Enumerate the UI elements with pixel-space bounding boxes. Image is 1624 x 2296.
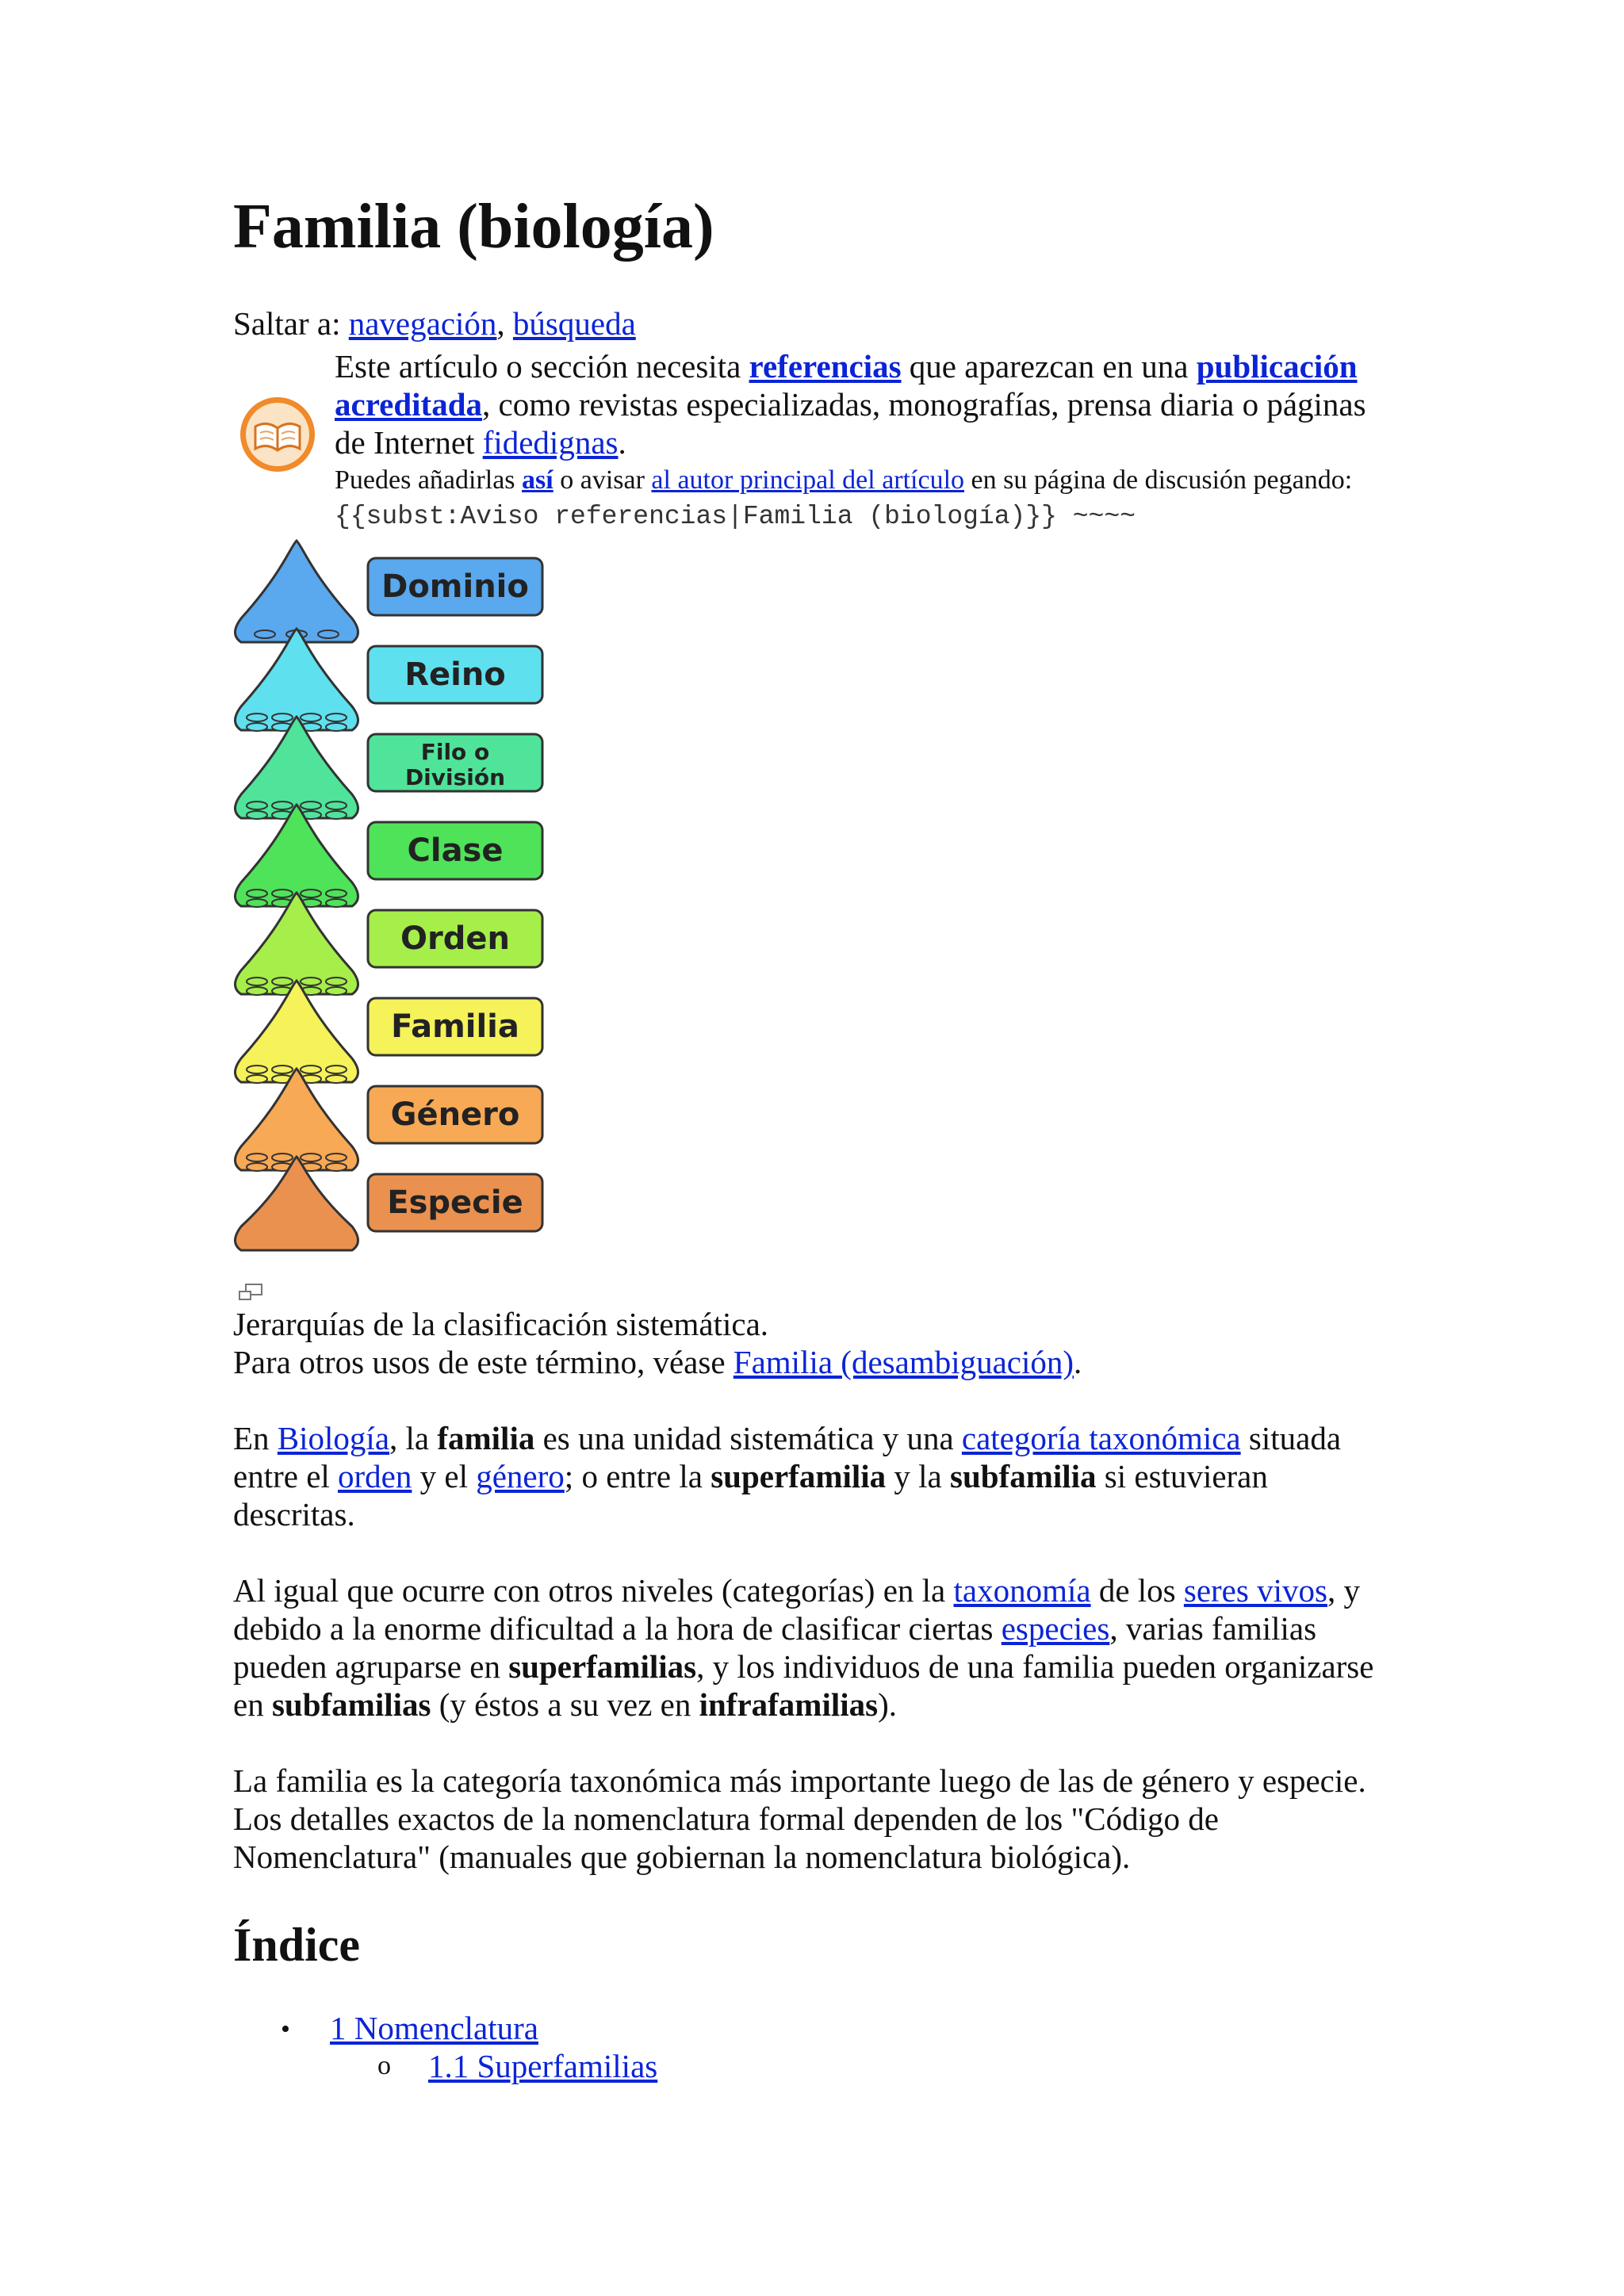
taxonomy-level [236,629,543,731]
taxonomia-link[interactable]: taxonomía [953,1572,1091,1609]
toc-title: Índice [233,1919,361,1971]
disambig-text-1: Para otros usos de este término, véase [233,1344,733,1380]
bold-subfamilias: subfamilias [271,1686,431,1723]
taxonomy-seed [318,630,339,638]
taxonomy-seed [247,714,267,721]
toc-item [233,2047,1391,2085]
paragraph-3: La familia es la categoría taxonómica más importante luego de las de género y especie. Los detalles exactos de la nomenclatura formal dependen de los "Código de Nomenclatura" (manuales que gobiernan la nomenclatura biológica). [233,1762,1366,1875]
taxonomy-seed [301,802,321,809]
paragraph-1: En Biología, la familia es una unidad sistemática y una categoría taxonómica situada entre el orden y el género; o entre la superfamilia y la subfamilia si estuvieran descritas. [233,1420,1342,1533]
taxonomy-seed [247,987,267,995]
taxonomy-seed [326,978,347,985]
genero-link[interactable]: género [476,1458,565,1494]
taxonomy-hierarchy-image[interactable] [233,533,550,1278]
taxonomy-seed [247,890,267,897]
taxonomy-label: Reino [404,656,506,693]
taxonomy-seed [301,978,321,985]
taxonomy-level [236,805,543,907]
taxonomy-seed [247,899,267,907]
taxonomy-seed [326,987,347,995]
taxonomy-seed [247,978,267,985]
image-caption: Jerarquías de la clasificación sistemática. [233,1306,769,1342]
taxonomy-seed [247,802,267,809]
taxonomy-seed [301,714,321,721]
asi-link[interactable]: así [522,465,553,495]
taxonomy-seed [326,811,347,819]
taxonomy-level [236,981,543,1083]
disambig-text-2: . [1074,1344,1082,1380]
notice-small-2: o avisar [553,465,652,495]
taxonomy-seed [326,899,347,907]
taxonomy-seed [272,802,293,809]
taxonomy-seed [272,978,293,985]
toc-sub-bullet: o [377,2051,391,2080]
notice-small-1: Puedes añadirlas [335,465,523,495]
categoria-taxonomica-link[interactable]: categoría taxonómica [961,1420,1241,1456]
notice-text-4: . [618,424,626,461]
navigation-link[interactable]: navegación [348,305,497,342]
publicacion-acreditada-link[interactable]: publicación acreditada [335,348,1358,423]
taxonomy-label: Dominio [381,568,529,605]
taxonomy-seed [326,723,347,731]
bold-subfamilia: subfamilia [950,1458,1097,1494]
taxonomy-level [236,717,543,819]
table-of-contents [233,2009,1391,2085]
taxonomy-seed [301,890,321,897]
notice-small-3: en su página de discusión pegando: [964,465,1353,495]
taxonomy-label: Orden [400,920,510,957]
biologia-link[interactable]: Biología [277,1420,390,1456]
taxonomy-label: Familia [391,1008,519,1045]
enlarge-icon[interactable] [238,1283,263,1303]
notice-text-1: Este artículo o sección necesita [335,348,749,385]
references-notice [233,347,1391,530]
taxonomy-level [236,893,543,995]
book-icon [238,395,317,474]
taxonomy-seed [326,802,347,809]
toc-item [233,2009,1391,2047]
taxonomy-level [236,1069,543,1171]
page-title: Familia (biología) [233,192,714,262]
toc-link-nomenclatura[interactable]: 1 Nomenclatura [330,2010,538,2046]
taxonomy-seed [255,630,275,638]
jump-separator: , [496,305,513,342]
taxonomy-seed [301,1066,321,1073]
taxonomy-label: Filo o [420,739,490,765]
taxonomy-label: Clase [407,832,504,869]
notice-text-3: , como revistas especializadas, monografías, prensa diaria o páginas de Internet [335,386,1366,461]
bold-familia: familia [437,1420,535,1456]
taxonomy-seed [326,1154,347,1161]
bold-superfamilia: superfamilia [710,1458,887,1494]
taxonomy-seed [326,714,347,721]
notice-main-text [335,347,1397,461]
taxonomy-seed [272,714,293,721]
search-link[interactable]: búsqueda [512,305,636,342]
taxonomy-seed [326,1075,347,1083]
bold-superfamilias: superfamilias [508,1648,697,1685]
taxonomy-label: Género [390,1096,520,1133]
bold-infrafamilias: infrafamilias [699,1686,879,1723]
autor-principal-link[interactable]: al autor principal del artículo [651,465,965,495]
taxonomy-seed [272,890,293,897]
jump-prefix: Saltar a: [233,305,349,342]
disambiguation-link[interactable]: Familia (desambiguación) [733,1344,1074,1380]
taxonomy-level [236,541,543,642]
taxonomy-seed [301,1154,321,1161]
paragraph-2: Al igual que ocurre con otros niveles (categorías) en la taxonomía de los seres vivos, y debido a la enorme dificultad a la hora de clasificar ciertas especies, varias familias pueden agruparse en superfamilias, y los individuos de una familia pueden organizarse en subfamilias (y éstos a su vez en infrafamilias). [233,1572,1374,1723]
notice-small-text [335,463,1397,534]
toc-link-superfamilias[interactable]: 1.1 Superfamilias [428,2048,658,2084]
taxonomy-seed [272,1154,293,1161]
taxonomy-seed [247,1066,267,1073]
taxonomy-seed [247,723,267,731]
taxonomy-seed [247,1075,267,1083]
taxonomy-seed [247,811,267,819]
notice-text-2: que aparezcan en una [901,348,1197,385]
fidedignas-link[interactable]: fidedignas [482,424,619,461]
orden-link[interactable]: orden [338,1458,412,1494]
taxonomy-seed [247,1163,267,1171]
taxonomy-seed [272,1066,293,1073]
template-code: {{subst:Aviso referencias|Familia (biología)}} ~~~~ [335,502,1136,531]
taxonomy-seed [326,1066,347,1073]
taxonomy-label: División [404,764,506,790]
jump-links [233,304,636,342]
taxonomy-bell [236,541,358,642]
taxonomy-seed [326,890,347,897]
especies-link[interactable]: especies [1001,1610,1110,1647]
taxonomy-seed [326,1163,347,1171]
taxonomy-seed [247,1154,267,1161]
seres-vivos-link[interactable]: seres vivos [1183,1572,1327,1609]
referencias-link[interactable]: referencias [749,348,902,385]
taxonomy-label: Especie [387,1184,523,1221]
disambiguation-note [233,1343,1391,1381]
toc-bullet: • [281,2015,290,2044]
